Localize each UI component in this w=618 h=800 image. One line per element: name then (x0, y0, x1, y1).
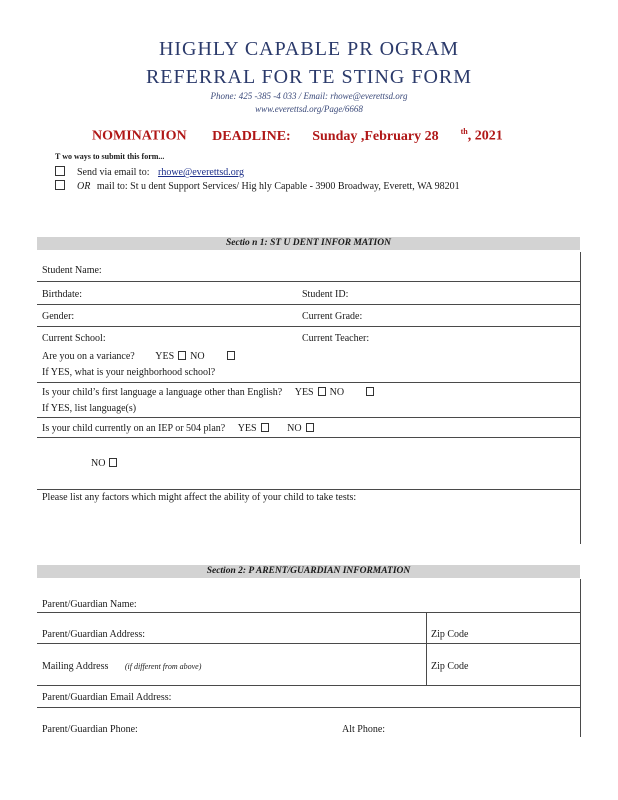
deadline-sup: th (460, 127, 468, 136)
divider (37, 612, 580, 613)
no-checkbox[interactable] (109, 458, 117, 467)
no-option-line: NO (91, 458, 121, 469)
checkbox-icon (55, 180, 65, 190)
submit-way-email (55, 166, 244, 178)
submit-email-link[interactable]: rhowe@everettsd.org (158, 167, 244, 178)
submit-way1-text: Send via email to: (77, 167, 150, 178)
divider (37, 489, 580, 490)
student-name-label: Student Name: (42, 265, 102, 276)
test-factors-label: Please list any factors which might affect the ability of your child to take tests: (42, 492, 357, 503)
divider (37, 326, 580, 327)
section2-header: Section 2: P ARENT/GUARDIAN INFORMATION (37, 565, 580, 578)
language-no-checkbox[interactable] (366, 387, 374, 396)
contact-line1: Phone: 425 -385 -4 033 / Email: rhowe@everettsd.org (210, 91, 408, 101)
zip-code-label-1: Zip Code (431, 629, 469, 640)
parent-address-label: Parent/Guardian Address: (42, 629, 146, 640)
submit-ways-title: T wo ways to submit this form... (55, 152, 165, 161)
deadline-date: Sunday ,February 28 (312, 128, 439, 144)
language-yes-checkbox[interactable] (318, 387, 326, 396)
divider (37, 417, 580, 418)
form-title-line2: REFERRAL FOR TE STING FORM (145, 66, 473, 88)
student-id-label: Student ID: (302, 289, 349, 300)
section1-header: Sectio n 1: ST U DENT INFOR MATION (37, 237, 580, 250)
variance-no-checkbox[interactable] (227, 351, 235, 360)
mailing-address-note: (if different from above) (124, 662, 202, 671)
parent-email-label: Parent/Guardian Email Address: (42, 692, 172, 703)
iep-question: Is your child currently on an IEP or 504 plan? YES NO (42, 423, 318, 434)
divider (37, 685, 580, 686)
deadline-prefix: NOMINATION (92, 128, 187, 144)
deadline-banner (92, 127, 503, 145)
deadline-label: DEADLINE: (212, 128, 291, 144)
divider (37, 643, 580, 644)
divider (37, 382, 580, 383)
contact-line2: www.everettsd.org/Page/6668 (255, 104, 363, 114)
submit-way2-or: OR (77, 181, 91, 192)
checkbox-icon (55, 166, 65, 176)
submit-way2-text: mail to: St u dent Support Services/ Hig hly Capable - 3900 Broadway, Everett, WA 98201 (96, 181, 460, 192)
variance-question: Are you on a variance? YES NO (42, 351, 239, 362)
divider (37, 304, 580, 305)
iep-yes-checkbox[interactable] (261, 423, 269, 432)
current-teacher-label: Current Teacher: (302, 333, 370, 344)
parent-phone-label: Parent/Guardian Phone: (42, 724, 138, 735)
divider (37, 707, 580, 708)
current-grade-label: Current Grade: (302, 311, 363, 322)
form-title-line1: HIGHLY CAPABLE PR OGRAM (158, 38, 460, 60)
submit-way-mail (55, 180, 460, 192)
zip-code-label-2: Zip Code (431, 661, 469, 672)
alt-phone-label: Alt Phone: (342, 724, 386, 735)
divider (37, 281, 580, 282)
birthdate-label: Birthdate: (42, 289, 82, 300)
divider (37, 437, 580, 438)
iep-no-checkbox[interactable] (306, 423, 314, 432)
neighborhood-school-question: If YES, what is your neighborhood school? (42, 367, 216, 378)
section2-right-border (580, 579, 581, 737)
section1-right-border (580, 252, 581, 544)
mailing-address-label: Mailing Address (if different from above) (42, 661, 202, 672)
zip-column-border (426, 612, 427, 685)
language-list-label: If YES, list language(s) (42, 403, 137, 414)
current-school-label: Current School: (42, 333, 106, 344)
language-question: Is your child’s first language a language other than English? YES NO (42, 387, 378, 398)
variance-yes-checkbox[interactable] (178, 351, 186, 360)
deadline-year: , 2021 (467, 128, 503, 144)
parent-name-label: Parent/Guardian Name: (42, 599, 137, 610)
gender-label: Gender: (42, 311, 75, 322)
